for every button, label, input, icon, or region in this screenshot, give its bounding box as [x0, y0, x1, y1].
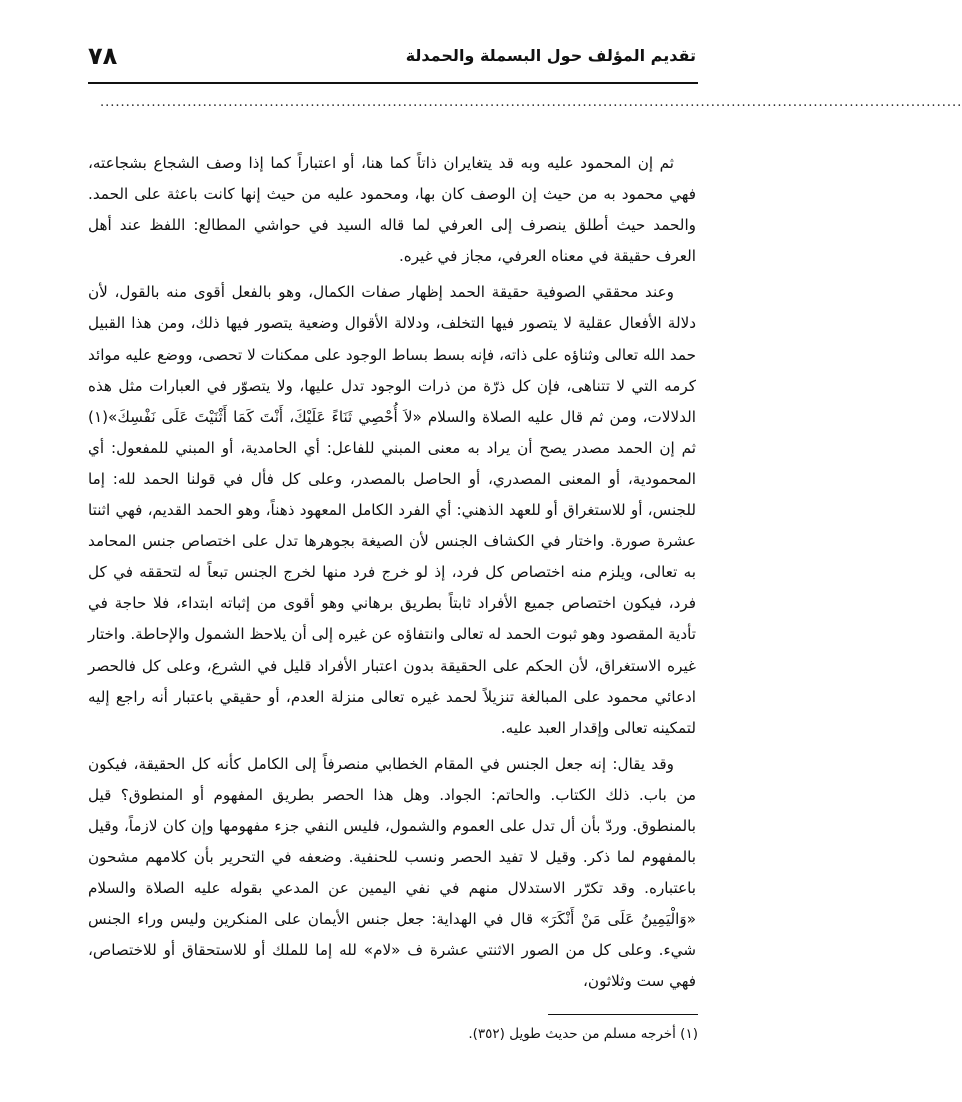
main-text	[88, 148, 696, 998]
header-rule	[88, 82, 698, 84]
page-number: ٧٨	[88, 42, 118, 70]
running-title: تقديم المؤلف حول البسملة والحمدلة	[405, 46, 696, 65]
paragraph: وعند محققي الصوفية حقيقة الحمد إظهار صفات الكمال، وهو بالفعل أقوى منه بالقول، لأن دلالة الأفعال عقلية لا يتصور فيها التخلف، ودلالة الأقوال وضعية يتصور فيها ذلك، ومن هذا القبيل حمد الله تعالى وثناؤه على ذاته، فإنه بسط بساط الوجود على ممكنات لا تحصى، ووضع عليه موائد كرمه التي لا تتناهى، فإن كل ذرّة من ذرات الوجود تدل عليها، ولا يتصوّر في العبارات مثل هذه الدلالات، ومن ثم قال عليه الصلاة والسلام «لاَ أُحْصِي ثَنَاءً عَلَيْكَ، أَنْتَ كَمَا أَثْنَيْتَ عَلَى نَفْسِكَ»(١) ثم إن الحمد مصدر يصح أن يراد به معنى المبني للفاعل: أي الحامدية، أو المبني للمفعول: أي المحمودية، أو المعنى المصدري، أو الحاصل بالمصدر، وعلى كل فأل في قولنا الحمد لله: إما للجنس، أو للاستغراق أو للعهد الذهني: أي الفرد الكامل المعهود ذهناً، وهو الحمد القديم، فهي اثنتا عشرة صورة. واختار في الكشاف الجنس لأن الصيغة بجوهرها تدل على اختصاص جنس المحامد به تعالى، ويلزم منه اختصاص كل فرد، إذ لو خرج فرد منها لخرج الجنس تبعاً له لتحققه في كل فرد، فيكون اختصاص جميع الأفراد ثابتاً بطريق برهاني وهو أقوى من إثباته ابتداء، فلا حاجة في تأدية المقصود وهو ثبوت الحمد له تعالى وانتفاؤه عن غيره إلى أن يلاحظ الشمول والإحاطة. واختار غيره الاستغراق، لأن الحكم على الحقيقة بدون اعتبار الأفراد قليل في الشرع، وعلى كل فالحصر ادعائي محمود على المبالغة تنزيلاً لحمد غيره تعالى منزلة العدم، أو حقيقي باعتبار أنه راجع إليه لتمكينه تعالى وإقدار العبد عليه.	[88, 283, 696, 737]
dotted-separator: ........................................................................................................................................................................	[100, 95, 962, 110]
footnote-rule	[548, 1014, 698, 1015]
paragraph: ثم إن المحمود عليه وبه قد يتغايران ذاتاً كما هنا، أو اعتباراً كما إذا وصف الشجاع بشجاعته، فهي محمود به من حيث إن الوصف كان بها، ومحمود عليه من حيث إنها كانت باعثة على الحمد. والحمد حيث أطلق ينصرف إلى العرفي لما قاله السيد في حواشي المطالع: اللفظ عند أهل العرف حقيقة في معناه العرفي، مجاز في غيره.	[88, 154, 696, 266]
paragraph: وقد يقال: إنه جعل الجنس في المقام الخطابي منصرفاً إلى الكامل كأنه كل الحقيقة، فيكون من باب. ذلك الكتاب. والحاتم: الجواد. وهل هذا الحصر بطريق المفهوم أو المنطوق؟ قيل بالمنطوق. وردّ بأن أل تدل على العموم والشمول، فليس النفي جزء مفهومها وإن كان لازماً، وقيل بالمفهوم لما ذكر. وقيل لا تفيد الحصر ونسب للحنفية. وضعفه في التحرير بأن كلامهم مشحون باعتباره. وقد تكرّر الاستدلال منهم في نفي اليمين عن المدعي بقوله عليه الصلاة والسلام «وَالْيَمِينُ عَلَى مَنْ أَنْكَرَ» قال في الهداية: جعل جنس الأيمان على المنكرين وليس وراء الجنس شيء. وعلى كل من الصور الاثنتي عشرة ف «لام» لله إما للملك أو للاستحقاق أو للاختصاص، فهي ست وثلاثون،	[88, 754, 696, 991]
footnote: (١) أخرجه مسلم من حديث طويل (٣٥٢).	[468, 1026, 698, 1042]
page-header	[88, 42, 696, 78]
